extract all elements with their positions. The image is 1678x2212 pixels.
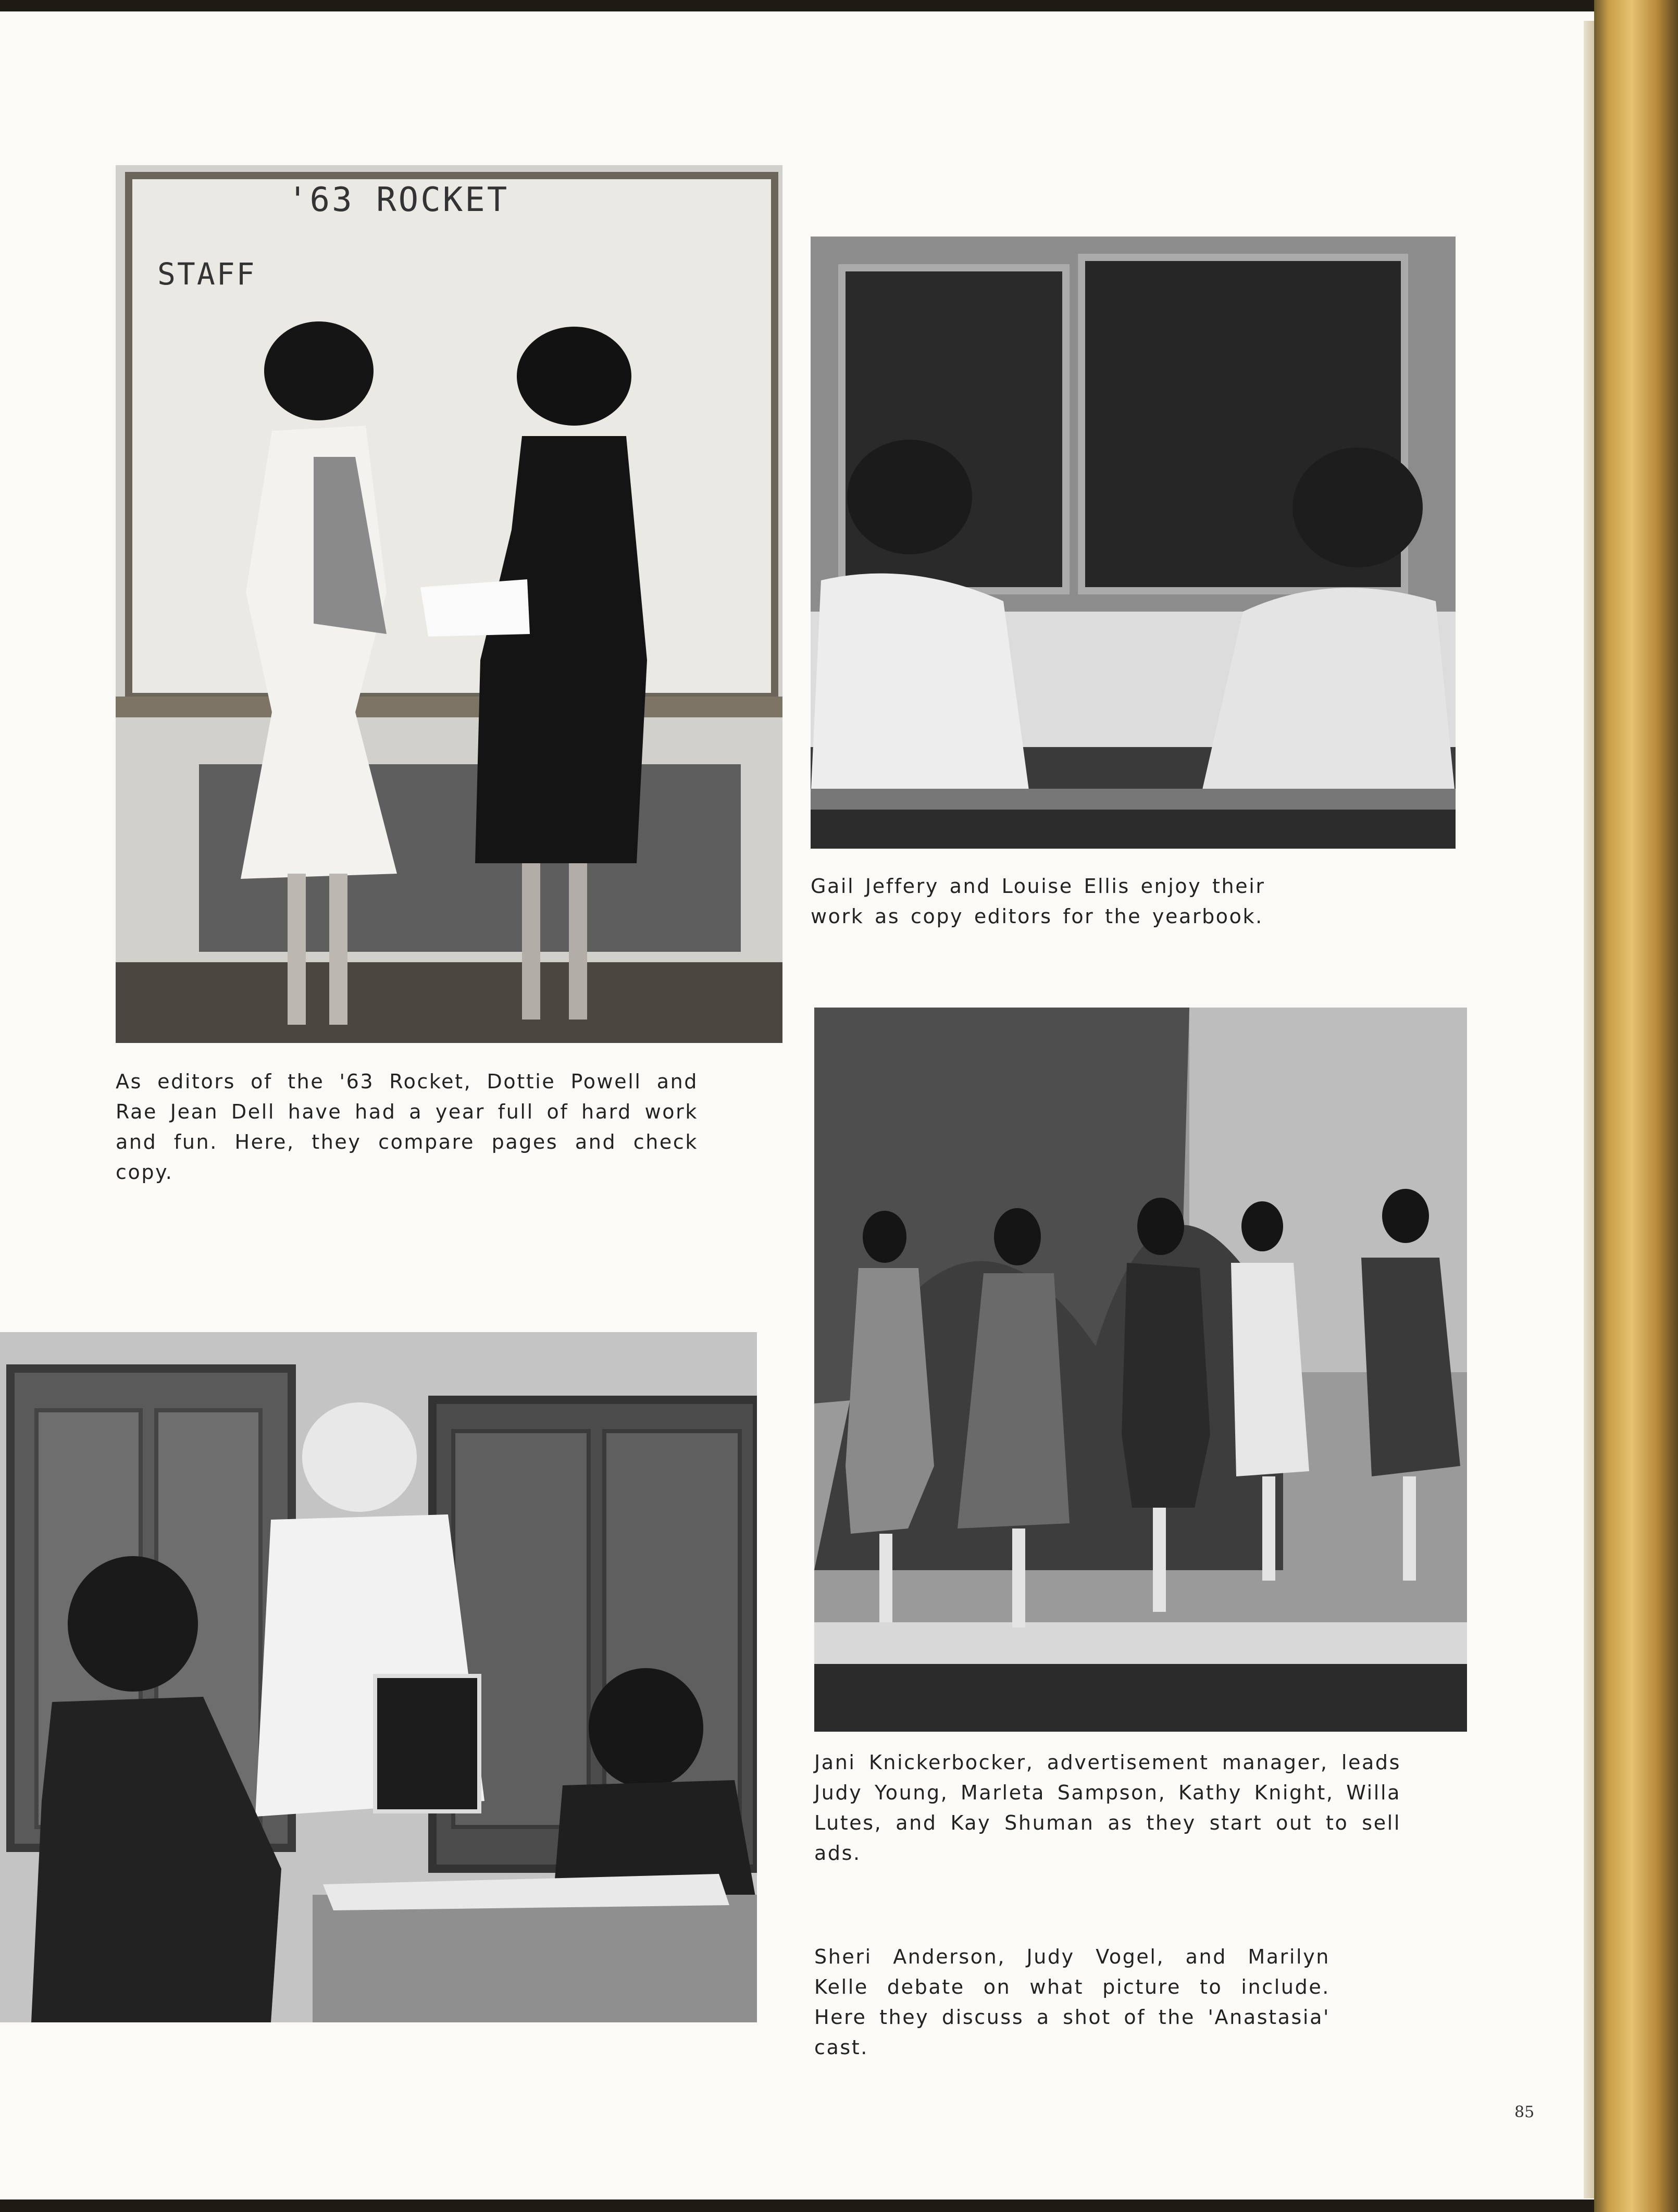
- yearbook-page: [0, 11, 1610, 2199]
- ad-staff-photo-art: [814, 1008, 1467, 1732]
- caption-editors: As editors of the '63 Rocket, Dottie Powell and Rae Jean Dell have had a year full of hard work and fun. Here, they compare pages and check copy.: [116, 1070, 698, 1184]
- caption-picture-debate: Sheri Anderson, Judy Vogel, and Marilyn Kelle debate on what picture to include. Here they discuss a shot of the 'Anastasia' cast.: [814, 1945, 1330, 2059]
- page-number: 85: [1514, 2103, 1535, 2121]
- caption-copy-editors: Gail Jeffery and Louise Ellis enjoy their work as copy editors for the yearbook.: [811, 875, 1265, 928]
- picture-debate-photo-art: [0, 1332, 757, 2022]
- photo-editors-at-board: [116, 165, 782, 1043]
- book-binding: [1594, 0, 1678, 2212]
- board-title: '63 ROCKET: [288, 181, 509, 219]
- photo-copy-editors: [811, 237, 1456, 849]
- copy-editors-photo-art: [811, 237, 1456, 849]
- editors-photo-art: [116, 165, 782, 1043]
- board-subtitle: STAFF: [157, 256, 256, 292]
- photo-ad-staff-walking: [814, 1008, 1467, 1732]
- caption-ad-staff: Jani Knickerbocker, advertisement manager, leads Judy Young, Marleta Sampson, Kathy Knight, Willa Lutes, and Kay Shuman as they start out to sell ads.: [814, 1751, 1401, 1865]
- photo-picture-debate: [0, 1332, 757, 2022]
